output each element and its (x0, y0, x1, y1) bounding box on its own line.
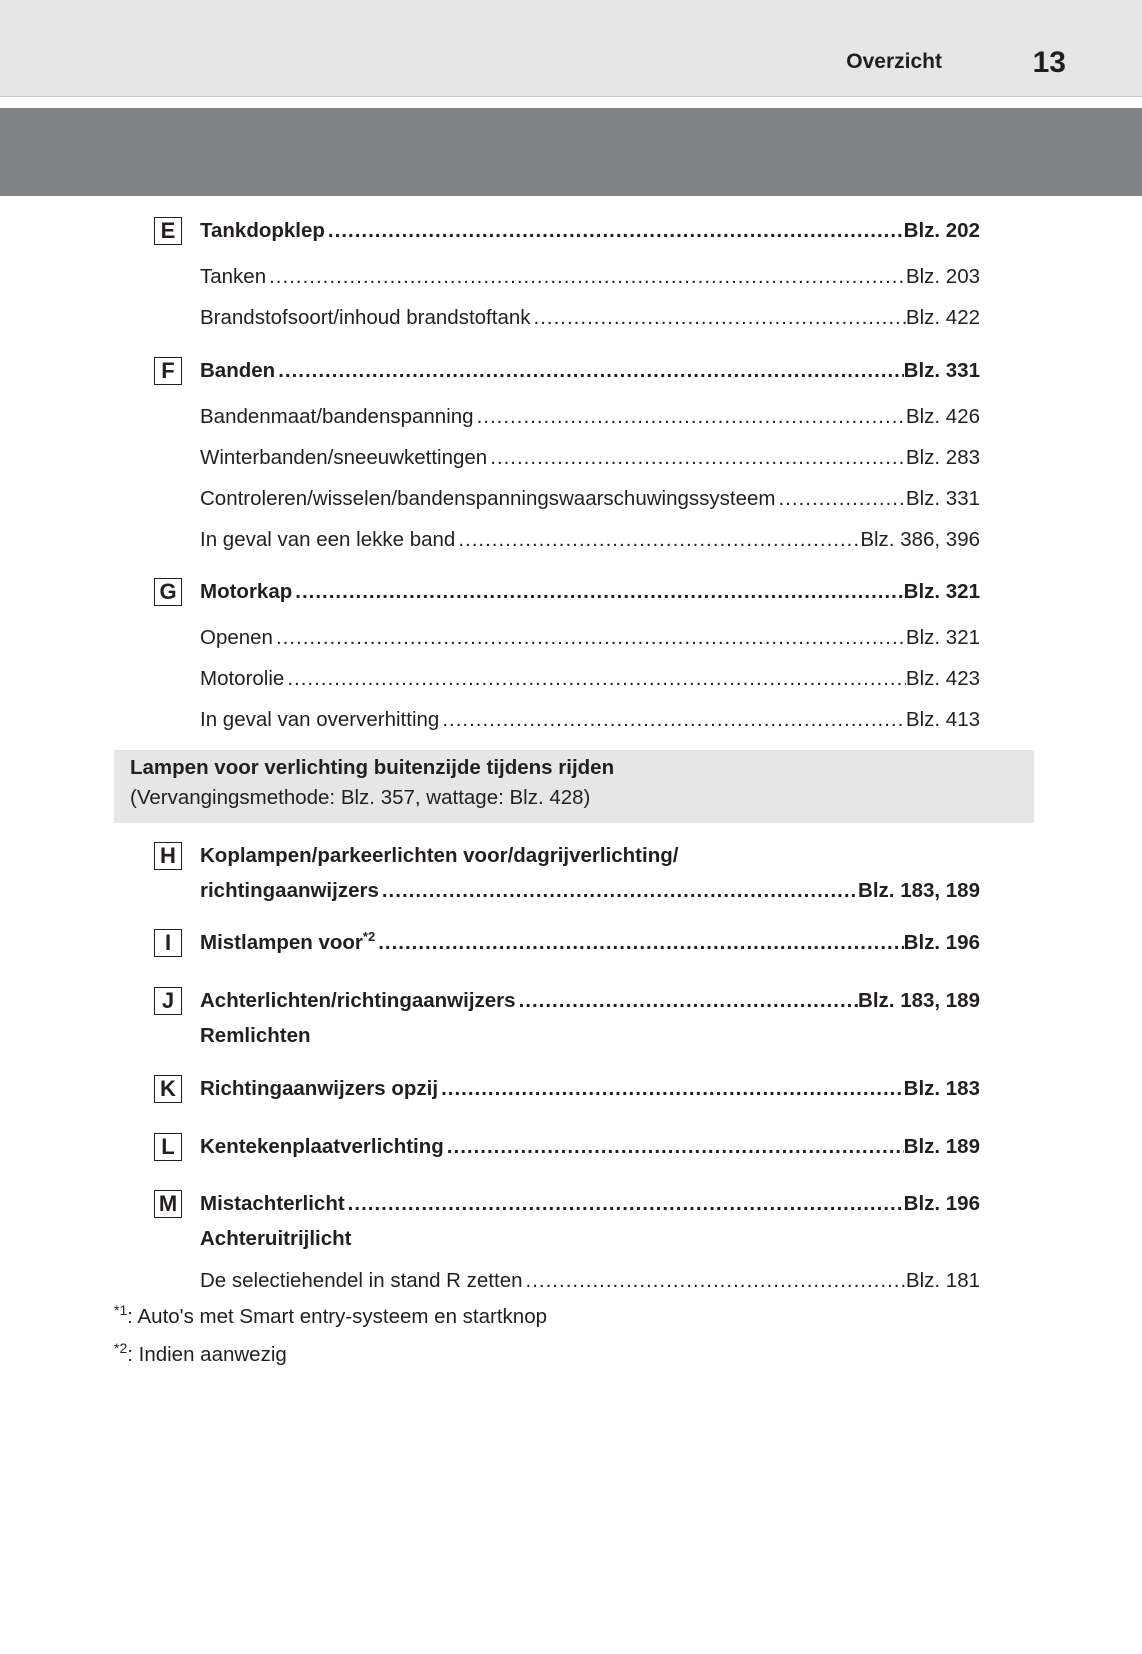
entry-page: Blz. 203 (905, 265, 980, 288)
entry-remlichten: Remlichten (200, 1024, 311, 1047)
leader-dots (284, 663, 906, 695)
leader-dots (775, 483, 905, 515)
entry-label: Tankdopklep (200, 219, 325, 242)
leader-dots (474, 401, 906, 433)
entry-richtingaanwijzers-opzij (200, 1073, 980, 1105)
label-box-j: J (154, 987, 182, 1015)
entry-motorolie (200, 663, 980, 695)
leader-dots (266, 261, 906, 293)
entry-page: Blz. 196 (903, 931, 980, 954)
entry-mistlampen-voor (200, 927, 980, 959)
entry-koplampen-line1: Koplampen/parkeerlichten voor/dagrijverlichting/ (200, 844, 679, 867)
entry-page: Blz. 189 (903, 1135, 980, 1158)
entry-bandenmaat (200, 401, 980, 433)
entry-kentekenplaatverlichting (200, 1131, 980, 1163)
leader-dots (455, 524, 860, 556)
entry-label: De selectiehendel in stand R zetten (200, 1269, 523, 1292)
entry-lekke-band (200, 524, 980, 556)
entry-winterbanden (200, 442, 980, 474)
leader-dots (379, 875, 858, 907)
label-box-e: E (154, 217, 182, 245)
lamp-panel-title: Lampen voor verlichting buitenzijde tijdens rijden (130, 756, 615, 779)
footnote-text: : Auto's met Smart entry-systeem en startknop (127, 1305, 548, 1328)
entry-page: Blz. 202 (903, 219, 980, 242)
entry-koplampen (200, 875, 980, 907)
entry-achterlichten (200, 985, 980, 1017)
leader-dots (531, 302, 906, 334)
entry-selectiehendel (200, 1265, 980, 1297)
section-title: Overzicht (846, 50, 942, 73)
entry-label: In geval van oververhitting (200, 708, 440, 731)
leader-dots (487, 442, 906, 474)
footnote-ref: *2 (362, 929, 376, 944)
entry-page: Blz. 386, 396 (860, 528, 980, 551)
entry-label: Winterbanden/sneeuwkettingen (200, 446, 488, 469)
entry-label: Openen (200, 626, 273, 649)
entry-page: Blz. 181 (905, 1269, 980, 1292)
footnote-mark: *1 (114, 1302, 128, 1318)
entry-label: Banden (200, 359, 276, 382)
entry-page: Blz. 183, 189 (858, 879, 980, 902)
entry-page: Blz. 413 (905, 708, 980, 731)
entry-oververhitting (200, 704, 980, 736)
leader-dots (523, 1265, 906, 1297)
entry-motorkap (200, 576, 980, 608)
entry-page: Blz. 183 (903, 1077, 980, 1100)
entry-label: Motorolie (200, 667, 285, 690)
entry-page: Blz. 331 (903, 359, 980, 382)
footnote-2 (114, 1340, 287, 1367)
leader-dots (439, 704, 906, 736)
entry-brandstofsoort (200, 302, 980, 334)
leader-dots (325, 215, 904, 247)
entry-tankdopklep (200, 215, 980, 247)
entry-label: Controleren/wisselen/bandenspanningswaarschuwingssysteem (200, 487, 776, 510)
entry-label: Mistachterlicht (200, 1192, 345, 1215)
footnote-mark: *2 (114, 1340, 128, 1356)
entry-page: Blz. 321 (903, 580, 980, 603)
entry-label: richtingaanwijzers (200, 879, 379, 902)
entry-label: Motorkap (200, 580, 293, 603)
label-box-g: G (154, 578, 182, 606)
entry-achteruitrijlicht: Achteruitrijlicht (200, 1227, 352, 1250)
entry-banden (200, 355, 980, 387)
entry-page: Blz. 321 (905, 626, 980, 649)
entry-page: Blz. 426 (905, 405, 980, 428)
label-box-i: I (154, 929, 182, 957)
label-box-m: M (154, 1190, 182, 1218)
entry-label: Richtingaanwijzers opzij (200, 1077, 439, 1100)
leader-dots (345, 1188, 904, 1220)
leader-dots (292, 576, 903, 608)
leader-dots (438, 1073, 904, 1105)
entry-page: Blz. 422 (905, 306, 980, 329)
entry-label: Kentekenplaatverlichting (200, 1135, 444, 1158)
header-band (0, 108, 1142, 196)
footnote-text: : Indien aanwezig (127, 1343, 287, 1366)
leader-dots (516, 985, 858, 1017)
entry-tanken (200, 261, 980, 293)
entry-label: In geval van een lekke band (200, 528, 456, 551)
lamp-info-panel (114, 750, 1034, 823)
entry-page: Blz. 183, 189 (858, 989, 980, 1012)
entry-page: Blz. 283 (905, 446, 980, 469)
entry-page: Blz. 331 (905, 487, 980, 510)
lamp-panel-subtitle: (Vervangingsmethode: Blz. 357, wattage: Blz. 428) (130, 786, 591, 809)
entry-controleren (200, 483, 980, 515)
leader-dots (275, 355, 903, 387)
label-box-l: L (154, 1133, 182, 1161)
page-number: 13 (1032, 46, 1066, 79)
entry-page: Blz. 196 (903, 1192, 980, 1215)
leader-dots (444, 1131, 904, 1163)
label-box-k: K (154, 1075, 182, 1103)
entry-mistachterlicht (200, 1188, 980, 1220)
leader-dots (273, 622, 906, 654)
label-box-h: H (154, 842, 182, 870)
entry-label: Brandstofsoort/inhoud brandstoftank (200, 306, 531, 329)
entry-page: Blz. 423 (905, 667, 980, 690)
entry-label: Tanken (200, 265, 267, 288)
leader-dots (375, 927, 903, 959)
header-bar (0, 0, 1142, 97)
footnote-1 (114, 1302, 548, 1329)
label-box-f: F (154, 357, 182, 385)
entry-label: Mistlampen voor (200, 931, 363, 954)
entry-label: Achterlichten/richtingaanwijzers (200, 989, 516, 1012)
entry-label: Bandenmaat/bandenspanning (200, 405, 474, 428)
entry-openen (200, 622, 980, 654)
